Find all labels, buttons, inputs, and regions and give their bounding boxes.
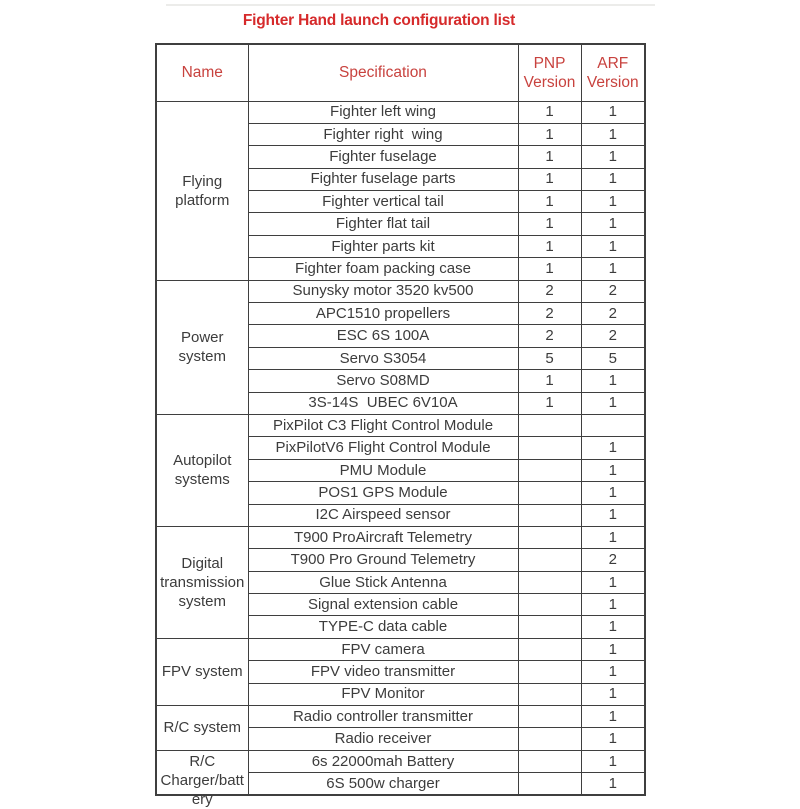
spec-cell: T900 Pro Ground Telemetry	[248, 549, 518, 571]
arf-quantity-cell: 1	[581, 101, 645, 123]
arf-quantity-cell: 1	[581, 661, 645, 683]
arf-quantity-cell: 1	[581, 706, 645, 728]
arf-quantity-cell: 2	[581, 549, 645, 571]
group-name: R/C system	[163, 719, 241, 737]
spec-cell: Fighter flat tail	[248, 213, 518, 235]
spec-cell: Fighter fuselage parts	[248, 168, 518, 190]
arf-quantity-cell: 1	[581, 683, 645, 705]
spec-cell: 6S 500w charger	[248, 773, 518, 795]
table-row	[156, 414, 645, 436]
group-name-cell	[156, 526, 248, 638]
pnp-quantity-cell	[518, 549, 581, 571]
arf-quantity-cell: 1	[581, 392, 645, 414]
arf-quantity-cell: 1	[581, 168, 645, 190]
header-row	[156, 44, 645, 101]
group-name-cell	[156, 101, 248, 280]
pnp-quantity-cell: 1	[518, 146, 581, 168]
spec-cell: Fighter parts kit	[248, 235, 518, 257]
spec-cell: Servo S3054	[248, 347, 518, 369]
table-row	[156, 101, 645, 123]
arf-quantity-cell: 1	[581, 235, 645, 257]
pnp-quantity-cell	[518, 459, 581, 481]
configuration-table	[155, 43, 646, 809]
pnp-quantity-cell: 2	[518, 303, 581, 325]
arf-quantity-cell: 1	[581, 504, 645, 526]
group-name: R/C Charger/battery	[160, 753, 244, 809]
arf-quantity-cell: 1	[581, 773, 645, 795]
table-row	[156, 638, 645, 660]
pnp-quantity-cell: 1	[518, 258, 581, 280]
pnp-quantity-cell: 1	[518, 168, 581, 190]
group-name: Digital transmission system	[160, 554, 245, 610]
pnp-quantity-cell	[518, 594, 581, 616]
spec-cell: Radio controller transmitter	[248, 706, 518, 728]
arf-quantity-cell: 1	[581, 750, 645, 772]
group-name-cell	[156, 414, 248, 526]
pnp-quantity-cell: 1	[518, 213, 581, 235]
pnp-quantity-cell: 2	[518, 325, 581, 347]
pnp-quantity-cell	[518, 437, 581, 459]
spec-cell: FPV video transmitter	[248, 661, 518, 683]
arf-quantity-cell: 1	[581, 123, 645, 145]
group-name: Autopilot systems	[173, 452, 232, 489]
spec-cell: FPV camera	[248, 638, 518, 660]
pnp-quantity-cell	[518, 482, 581, 504]
col-header-arf-version: ARF Version	[581, 44, 645, 101]
arf-quantity-cell: 2	[581, 325, 645, 347]
arf-quantity-cell: 1	[581, 213, 645, 235]
page-title: Fighter Hand launch configuration list	[242, 12, 516, 29]
pnp-quantity-cell	[518, 773, 581, 795]
pnp-quantity-cell: 1	[518, 123, 581, 145]
table-row	[156, 280, 645, 302]
spec-cell: Servo S08MD	[248, 370, 518, 392]
pnp-quantity-cell: 1	[518, 235, 581, 257]
spec-cell: Fighter foam packing case	[248, 258, 518, 280]
arf-quantity-cell: 1	[581, 437, 645, 459]
spec-cell: FPV Monitor	[248, 683, 518, 705]
arf-quantity-cell: 1	[581, 370, 645, 392]
spec-cell: I2C Airspeed sensor	[248, 504, 518, 526]
spec-cell: 6s 22000mah Battery	[248, 750, 518, 772]
pnp-quantity-cell	[518, 683, 581, 705]
pnp-quantity-cell: 1	[518, 392, 581, 414]
pnp-quantity-cell	[518, 504, 581, 526]
arf-quantity-cell: 2	[581, 280, 645, 302]
spec-cell: Glue Stick Antenna	[248, 571, 518, 593]
group-name-cell	[156, 706, 248, 751]
table-header	[156, 44, 645, 101]
spec-cell: 3S-14S UBEC 6V10A	[248, 392, 518, 414]
col-header-specification: Specification	[248, 44, 518, 101]
pnp-quantity-cell: 2	[518, 280, 581, 302]
pnp-quantity-cell	[518, 616, 581, 638]
group-name: FPV system	[161, 663, 243, 681]
group-name: Power system	[178, 329, 226, 366]
pnp-quantity-cell	[518, 728, 581, 750]
pnp-quantity-cell	[518, 750, 581, 772]
group-name-cell	[156, 750, 248, 809]
top-crop-line	[166, 4, 655, 6]
group-name-cell	[156, 280, 248, 414]
arf-quantity-cell: 1	[581, 638, 645, 660]
table-row	[156, 526, 645, 548]
arf-quantity-cell: 1	[581, 594, 645, 616]
spec-cell: Radio receiver	[248, 728, 518, 750]
col-header-name: Name	[156, 44, 248, 101]
pnp-quantity-cell	[518, 526, 581, 548]
arf-quantity-cell: 5	[581, 347, 645, 369]
arf-quantity-cell: 1	[581, 728, 645, 750]
spec-cell: Sunysky motor 3520 kv500	[248, 280, 518, 302]
arf-quantity-cell: 1	[581, 526, 645, 548]
table-row	[156, 706, 645, 728]
pnp-quantity-cell: 1	[518, 370, 581, 392]
spec-cell: APC1510 propellers	[248, 303, 518, 325]
spec-cell: PMU Module	[248, 459, 518, 481]
arf-quantity-cell: 1	[581, 191, 645, 213]
spec-cell: Fighter vertical tail	[248, 191, 518, 213]
arf-quantity-cell	[581, 414, 645, 436]
spec-cell: Fighter right wing	[248, 123, 518, 145]
spec-cell: PixPilotV6 Flight Control Module	[248, 437, 518, 459]
spec-cell: Fighter fuselage	[248, 146, 518, 168]
arf-quantity-cell: 1	[581, 482, 645, 504]
pnp-quantity-cell	[518, 638, 581, 660]
pnp-quantity-cell: 5	[518, 347, 581, 369]
pnp-quantity-cell: 1	[518, 101, 581, 123]
arf-quantity-cell: 1	[581, 146, 645, 168]
arf-quantity-cell: 1	[581, 258, 645, 280]
table-row	[156, 750, 645, 772]
arf-quantity-cell: 2	[581, 303, 645, 325]
group-name-cell	[156, 638, 248, 705]
pnp-quantity-cell	[518, 661, 581, 683]
pnp-quantity-cell: 1	[518, 191, 581, 213]
spec-cell: TYPE-C data cable	[248, 616, 518, 638]
pnp-quantity-cell	[518, 706, 581, 728]
arf-quantity-cell: 1	[581, 616, 645, 638]
pnp-quantity-cell	[518, 571, 581, 593]
spec-cell: PixPilot C3 Flight Control Module	[248, 414, 518, 436]
spec-cell: ESC 6S 100A	[248, 325, 518, 347]
table-body	[156, 101, 645, 809]
spec-cell: POS1 GPS Module	[248, 482, 518, 504]
spec-cell: Signal extension cable	[248, 594, 518, 616]
pnp-quantity-cell	[518, 414, 581, 436]
arf-quantity-cell: 1	[581, 459, 645, 481]
col-header-pnp-version: PNP Version	[518, 44, 581, 101]
spec-cell: T900 ProAircraft Telemetry	[248, 526, 518, 548]
arf-quantity-cell: 1	[581, 571, 645, 593]
group-name: Flying platform	[175, 172, 230, 209]
spec-cell: Fighter left wing	[248, 101, 518, 123]
